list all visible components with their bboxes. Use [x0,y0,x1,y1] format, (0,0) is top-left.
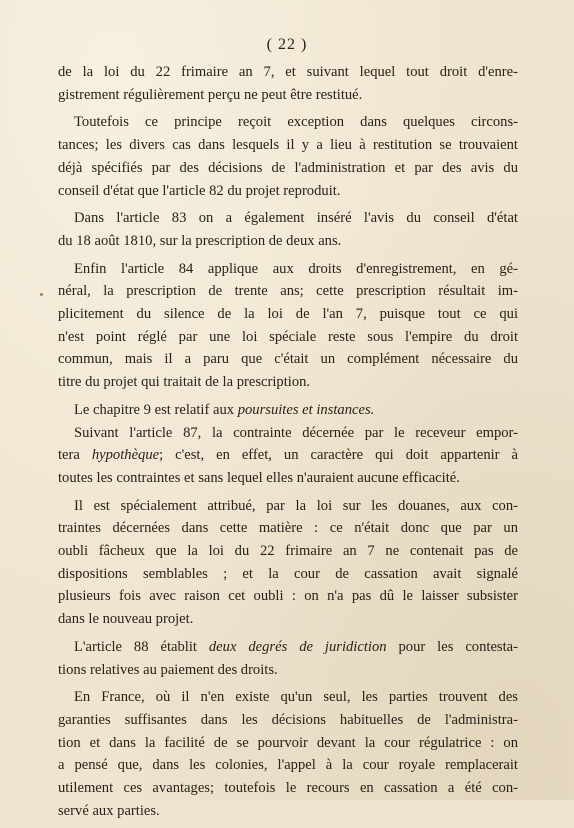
paragraph [58,111,518,202]
text-line: Il est spécialement attribué, par la loi sur les douanes, aux con- [74,497,518,514]
paragraph [58,61,518,106]
paragraph [58,207,518,252]
text-line: traintes décernées dans cette matière : ce n'était donc que par un [58,520,518,537]
text-line: Toutefois ce principe reçoit exception dans quelques circons- [74,114,518,131]
text-line: dans le nouveau projet. [58,611,194,628]
italic-phrase: hypothèque [91,447,160,464]
text-segment: L'article 88 établit [74,638,209,655]
text-line: servé aux parties. [58,802,160,819]
paragraph [58,399,518,490]
text-line [58,444,518,467]
paragraph [58,495,518,631]
text-line: déjà spécifiés par des décisions de l'administration et par des avis du [58,159,518,176]
text-line [58,399,518,422]
text-line: En France, où il n'en existe qu'un seul, les parties trouvent des [74,689,518,706]
text-line: utilement ces avantages; toutefois le recours en cassation a été con- [58,780,518,797]
text-line: garanties suffisantes dans les décisions habituelles de l'administra- [58,711,518,728]
text-line: plicitement du silence de la loi de l'an 7, puisque tout ce qui [58,306,518,323]
text-line: commun, mais il a paru que c'était un complément nécessaire du [58,351,518,368]
text-segment: tera [58,447,92,464]
text-line [58,636,518,659]
italic-phrase: poursuites et instances. [237,401,375,418]
text-line: Dans l'article 83 on a également inséré l'avis du conseil d'état [74,210,518,227]
text-line: toutes les contraintes et sans lequel elles n'auraient aucune efficacité. [58,469,460,486]
text-line: de la loi du 22 frimaire an 7, et suivant lequel tout droit d'enre- [58,64,518,80]
body-text [58,61,518,828]
paragraph [58,258,518,394]
text-line: tances; les divers cas dans lesquels il y a lieu à restitution se trouvaient [58,137,518,154]
paper-speck [40,293,43,296]
paragraph [58,686,518,822]
text-line: plusieurs fois avec raison cet oubli : on n'a pas dû le laisser subsister [58,588,518,605]
text-line: néral, la prescription de trente ans; cette prescription résultait im- [58,283,518,300]
text-segment: ; c'est, en effet, un caractère qui doit appartenir à [159,447,518,464]
page-number: ( 22 ) [266,36,308,53]
text-line: tion et dans la facilité de se pourvoir devant la cour régulatrice : on [58,734,518,751]
text-line: du 18 août 1810, sur la prescription de deux ans. [58,232,342,249]
text-line: oubli fâcheux que la loi du 22 frimaire an 7 ne contenait pas de [58,543,518,560]
text-line: n'est point réglé par une loi spéciale reste sous l'empire du droit [58,328,518,345]
text-line: tions relatives au paiement des droits. [58,661,278,678]
text-line: gistrement régulièrement perçu ne peut être restitué. [58,86,363,103]
text-segment: pour les contesta- [386,638,518,655]
text-line: dispositions semblables ; et la cour de cassation avait signalé [58,565,518,582]
text-segment: Le chapitre 9 est relatif aux [74,401,238,418]
text-line: conseil d'état que l'article 82 du projet reproduit. [58,182,341,199]
text-line: Enfin l'article 84 applique aux droits d'enregistrement, en gé- [74,260,518,277]
text-line: titre du projet qui traitait de la prescription. [58,374,311,391]
italic-phrase: deux degrés de juridiction [208,638,387,655]
text-line: Suivant l'article 87, la contrainte décernée par le receveur empor- [74,424,518,441]
text-line: a pensé que, dans les colonies, l'appel à la cour royale remplacerait [58,757,518,774]
paragraph [58,636,518,681]
